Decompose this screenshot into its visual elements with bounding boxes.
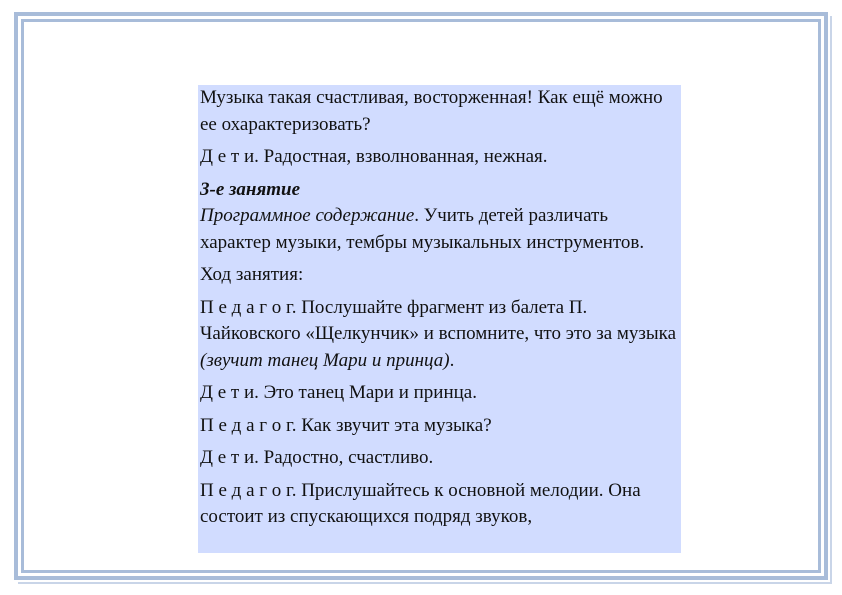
- paragraph-text: Музыка такая счастливая, восторженная! Как ещё можно ее охарактеризовать?: [200, 87, 663, 135]
- paragraph-teacher-3: [200, 478, 679, 531]
- paragraph-children-answer: [200, 144, 679, 171]
- paragraph-children-3: [200, 445, 679, 472]
- paragraph-teacher-2: [200, 413, 679, 440]
- paragraph-lesson-flow: [200, 262, 679, 289]
- paragraph-intro: [200, 85, 679, 138]
- paragraph-text: Прислушайтесь к основной мелодии. Она состоит из спускающихся подряд звуков,: [200, 479, 641, 527]
- paragraph-text: Послушайте фрагмент из балета П. Чайковского «Щелкунчик» и вспомните, что это за музыка: [200, 296, 677, 344]
- program-content-label: Программное содержание: [200, 205, 415, 226]
- speaker-label: П е д а г о г.: [200, 479, 297, 501]
- paragraph-program-content: [200, 203, 679, 256]
- paragraph-text: Радостная, взволнованная, нежная.: [258, 146, 548, 167]
- paragraph-teacher-1: [200, 295, 679, 375]
- paragraph-text: . Учить детей различать характер музыки, тембры музыкальных инструментов.: [200, 205, 645, 253]
- paragraph-end: .: [449, 349, 455, 371]
- paragraph-children-2: [200, 380, 679, 407]
- paragraph-text: Радостно, счастливо.: [258, 447, 434, 468]
- speaker-label: Д е т и.: [200, 382, 259, 403]
- speaker-label: Д е т и.: [200, 447, 259, 468]
- paragraph-text: Это танец Мари и принца.: [258, 382, 477, 403]
- stage-direction: (звучит танец Мари и принца): [200, 349, 450, 371]
- speaker-label: П е д а г о г.: [200, 414, 297, 436]
- text-box: [198, 85, 681, 553]
- paragraph-text: Ход занятия:: [200, 264, 304, 285]
- speaker-label: П е д а г о г.: [200, 296, 297, 318]
- paragraph-text: Как звучит эта музыка?: [296, 414, 492, 436]
- lesson-heading: [200, 177, 679, 204]
- lesson-heading-text: 3-е занятие: [200, 178, 301, 200]
- speaker-label: Д е т и.: [200, 146, 259, 167]
